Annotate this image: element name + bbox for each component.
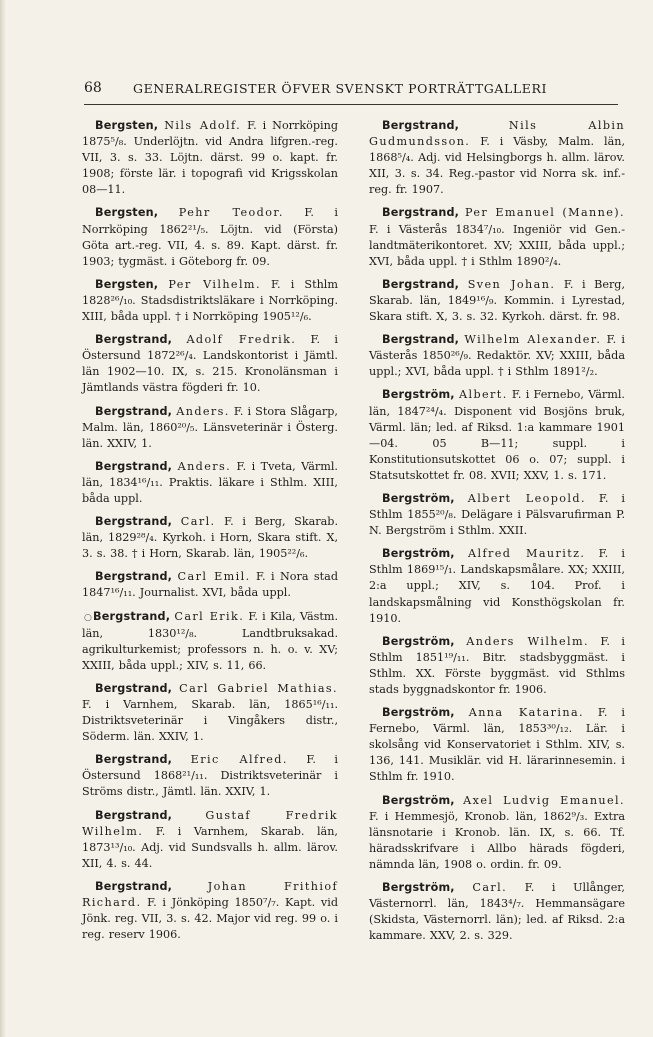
page-header	[84, 80, 618, 100]
entry-given-name: Pehr Teodor.	[178, 206, 284, 220]
register-entry	[82, 404, 338, 452]
entry-surname: Bergström,	[382, 634, 455, 648]
register-entry	[369, 705, 625, 785]
margin-mark: ○	[84, 612, 93, 623]
register-entry	[369, 387, 625, 484]
register-entry	[82, 879, 338, 943]
page-number: 68	[84, 80, 102, 96]
entry-surname: Bergstrand,	[95, 808, 173, 822]
entry-surname: Bergstrand,	[382, 119, 460, 132]
register-entry	[369, 332, 625, 380]
entry-given-name: Carl Erik.	[174, 609, 245, 623]
entry-surname: Bergström,	[382, 793, 455, 807]
register-entry	[369, 118, 625, 198]
register-entry	[369, 634, 625, 698]
register-entry	[82, 277, 338, 325]
entry-given-name: Albert.	[459, 388, 508, 402]
entry-text: F. i Fernebo, Värml. län, 1853³⁰/₁₂. Lär. i skolsång vid Konservatoriet i Sthlm. XIV, s. 136, 141. Musiklär. vid H. lärarinnesemin. i Sthlm fr. 1910.	[369, 706, 625, 784]
register-entry	[369, 880, 625, 944]
entry-surname: Bergstrand,	[382, 277, 460, 291]
header-rule	[84, 104, 618, 105]
entry-given-name: Axel Ludvig Emanuel.	[463, 793, 625, 807]
entry-surname: Bergström,	[382, 388, 455, 402]
entry-surname: Bergström,	[382, 491, 455, 505]
entry-text: F. i Västerås 1834⁷/₁₀. Ingeniör vid Gen.-landtmäterikontoret. XV; XXIII, båda uppl.; XVI, båda uppl. † i Sthlm 1890²/₄.	[369, 222, 625, 268]
entry-given-name: Per Emanuel (Manne).	[464, 206, 625, 220]
running-head-title: GENERALREGISTER ÖFVER SVENSKT PORTRÄTTGALLERI	[133, 81, 548, 96]
register-entry	[82, 681, 338, 745]
entry-given-name: Gustaf Fredrik Wilhelm.	[82, 808, 338, 838]
entry-surname: Bergstrand,	[95, 681, 173, 695]
register-entry	[82, 752, 338, 800]
left-column	[82, 118, 338, 950]
entry-text: F. i Berg, Skarab. län, 1829²⁸/₄. Kyrkoh. i Horn, Skara stift. X, 3. s. 38. † i Horn, Skarab. län, 1905²²/₆.	[82, 515, 338, 561]
entry-text: F. i Ullånger, Västernorrl. län, 1843⁴/₇. Hemmansägare (Skidsta, Västernorrl. län); led. af Riksd. 2:a kammare. XXV, 2. s. 329.	[369, 881, 625, 943]
entry-text: F. i Västerås 1850²⁶/₉. Redaktör. XV; XXIII, båda uppl.; XVI, båda uppl. † i Sthlm 1891²/₂.	[369, 333, 625, 379]
entry-text: F. i Berg, Skarab. län, 1849¹⁶/₉. Kommin. i Lyrestad, Skara stift. X, 3. s. 32. Kyrkoh. därst. fr. 98.	[369, 277, 626, 324]
page-edge-shadow	[0, 0, 6, 1037]
entry-surname: Bergstrand,	[95, 879, 173, 893]
entry-given-name: Johan Frithiof Richard.	[82, 879, 338, 910]
entry-text: F. i Hemmesjö, Kronob. län, 1862⁹/₃. Extra länsnotarie i Kronob. län. IX, s. 66. Tf. häradsskrifvare i Allbo härads fögderi, nämnda län, 1908 o. ordin. fr. 09.	[369, 809, 625, 871]
register-entry	[82, 514, 338, 562]
entry-given-name: Eric Alfred.	[190, 753, 288, 767]
entry-surname: Bergsten,	[95, 119, 159, 132]
entry-given-name: Carl Gabriel Mathias.	[179, 681, 338, 695]
entry-given-name: Anders Wilhelm.	[466, 634, 589, 648]
entry-surname: Bergstrand,	[95, 333, 173, 347]
entry-text: F. i Nora stad 1847¹⁶/₁₁. Journalist. XVI, båda uppl.	[82, 570, 338, 600]
entry-given-name: Per Vilhelm.	[168, 277, 261, 291]
entry-text: F. i Kila, Västm. län, 1830¹²/₈. Landtbruksakad. agrikulturkemist; professors n. h. o. v. XV; XXIII, båda uppl.; XIV, s. 11, 66.	[82, 609, 339, 672]
entry-text: F. i Jönköping 1850⁷/₇. Kapt. vid Jönk. reg. VII, 3. s. 42. Major vid reg. 99 o. i reg. reserv 1906.	[82, 896, 338, 942]
entry-text: F. i Stora Slågarp, Malm. län, 1860²⁰/₅. Länsveterinär i Österg. län. XXIV, 1.	[82, 404, 338, 450]
entry-given-name: Anders.	[176, 404, 230, 418]
entry-text: F. i Sthlm 1828²⁶/₁₀. Stadsdistriktsläkare i Norrköping. XIII, båda uppl. † i Norrköping 1905¹²/₆.	[82, 277, 338, 324]
entry-text: F. i Östersund 1872²⁶/₄. Landskontorist i Jämtl. län 1902—10. IX, s. 215. Kronolänsman i Jämtlands västra fögderi fr. 10.	[82, 333, 338, 395]
entry-surname: Bergsten,	[95, 277, 159, 291]
entry-surname: Bergstrand,	[95, 753, 173, 767]
entry-surname: Bergström,	[382, 547, 455, 561]
entry-surname: Bergstrand,	[95, 404, 173, 418]
register-entry	[369, 277, 625, 325]
entry-given-name: Nils Albin Gudmundsson.	[369, 119, 625, 149]
register-entry	[82, 118, 338, 198]
entry-text: F. i Väsby, Malm. län, 1868⁵/₄. Adj. vid Helsingborgs h. allm. lärov. XII, 3. s. 34. Reg.-pastor vid Norra sk. inf.-reg. fr. 1907.	[369, 135, 625, 197]
entry-text: F. i Norrköping 1862²¹/₅. Löjtn. vid (Första) Göta art.-reg. VII, 4. s. 89. Kapt. därst. fr. 1903; tygmäst. i Göteborg fr. 09.	[82, 206, 339, 268]
entry-text: F. i Varnhem, Skarab. län, 1873¹³/₁₀. Adj. vid Sundsvalls h. allm. lärov. XII, 4. s. 44.	[82, 824, 338, 870]
entry-given-name: Anna Katarina.	[468, 706, 584, 720]
register-entry	[82, 459, 338, 507]
register-entry	[82, 609, 338, 674]
entry-surname: Bergstrand,	[95, 459, 173, 473]
register-entry	[82, 205, 338, 269]
entry-text: F. i Varnhem, Skarab. län, 1865¹⁶/₁₁. Distriktsveterinär i Vingåkers distr., Söderm. län. XXIV, 1.	[82, 698, 338, 744]
register-entry	[369, 546, 625, 626]
entry-given-name: Anders.	[177, 459, 232, 473]
entry-given-name: Carl.	[472, 881, 508, 895]
entry-given-name: Wilhelm Alexander.	[464, 333, 602, 347]
entry-given-name: Alfred Mauritz.	[468, 547, 586, 561]
entry-text: F. i Sthlm 1869¹⁵/₁. Landskapsmålare. XX; XXIII, 2:a uppl.; XIV, s. 104. Prof. i landskapsmålning vid Konsthögskolan fr. 1910.	[369, 547, 626, 625]
entry-given-name: Carl.	[180, 515, 216, 529]
entry-surname: Bergstrand,	[93, 609, 171, 623]
entry-text: F. i Tveta, Värml. län, 1834¹⁶/₁₁. Praktis. läkare i Sthlm. XIII, båda uppl.	[82, 459, 338, 505]
entry-text: F. i Östersund 1868²¹/₁₁. Distriktsveterinär i Ströms distr., Jämtl. län. XXIV, 1.	[82, 753, 338, 799]
register-entry	[369, 205, 625, 269]
entry-text: F. i Sthlm 1855²⁰/₈. Delägare i Pälsvarufirman P. N. Bergström i Sthlm. XXII.	[369, 491, 625, 538]
register-entry	[82, 332, 338, 396]
entry-text: F. i Sthlm 1851¹⁹/₁₁. Bitr. stadsbyggmäst. i Sthlm. XX. Förste byggmäst. vid Sthlms stads byggnadskontor fr. 1906.	[369, 634, 625, 696]
entry-surname: Bergstrand,	[95, 515, 173, 529]
register-entry	[369, 491, 625, 539]
entry-given-name: Carl Emil.	[177, 570, 251, 584]
entry-given-name: Sven Johan.	[467, 277, 556, 291]
entry-surname: Bergström,	[382, 881, 455, 895]
entry-given-name: Adolf Fredrik.	[186, 333, 297, 347]
entry-surname: Bergström,	[382, 706, 455, 720]
entry-text: F. i Fernebo, Värml. län, 1847²⁴/₄. Disponent vid Bosjöns bruk, Värml. län; led. af Riksd. 1:a kammare 1901—04. 05 B—11; suppl. i Konstitutionsutskottet 06 o. 07; suppl. i Statsutskottet fr. 08. XVII; XXV, 1. s. 171.	[369, 388, 625, 482]
entry-surname: Bergstrand,	[382, 206, 460, 220]
entry-text: F. i Norrköping 1875⁵/₈. Underlöjtn. vid Andra lifgren.-reg. VII, 3. s. 33. Löjtn. därst. 99 o. kapt. fr. 1908; förste lär. i topografi vid Krigsskolan 08—11.	[82, 119, 338, 197]
entry-surname: Bergstrand,	[382, 333, 460, 347]
register-entry	[369, 793, 625, 873]
right-column	[369, 118, 625, 951]
entry-surname: Bergstrand,	[95, 570, 173, 584]
entry-surname: Bergsten,	[95, 206, 159, 220]
register-entry	[82, 569, 338, 601]
entry-given-name: Albert Leopold.	[467, 491, 586, 505]
entry-given-name: Nils Adolf.	[164, 119, 242, 132]
register-entry	[82, 808, 338, 872]
